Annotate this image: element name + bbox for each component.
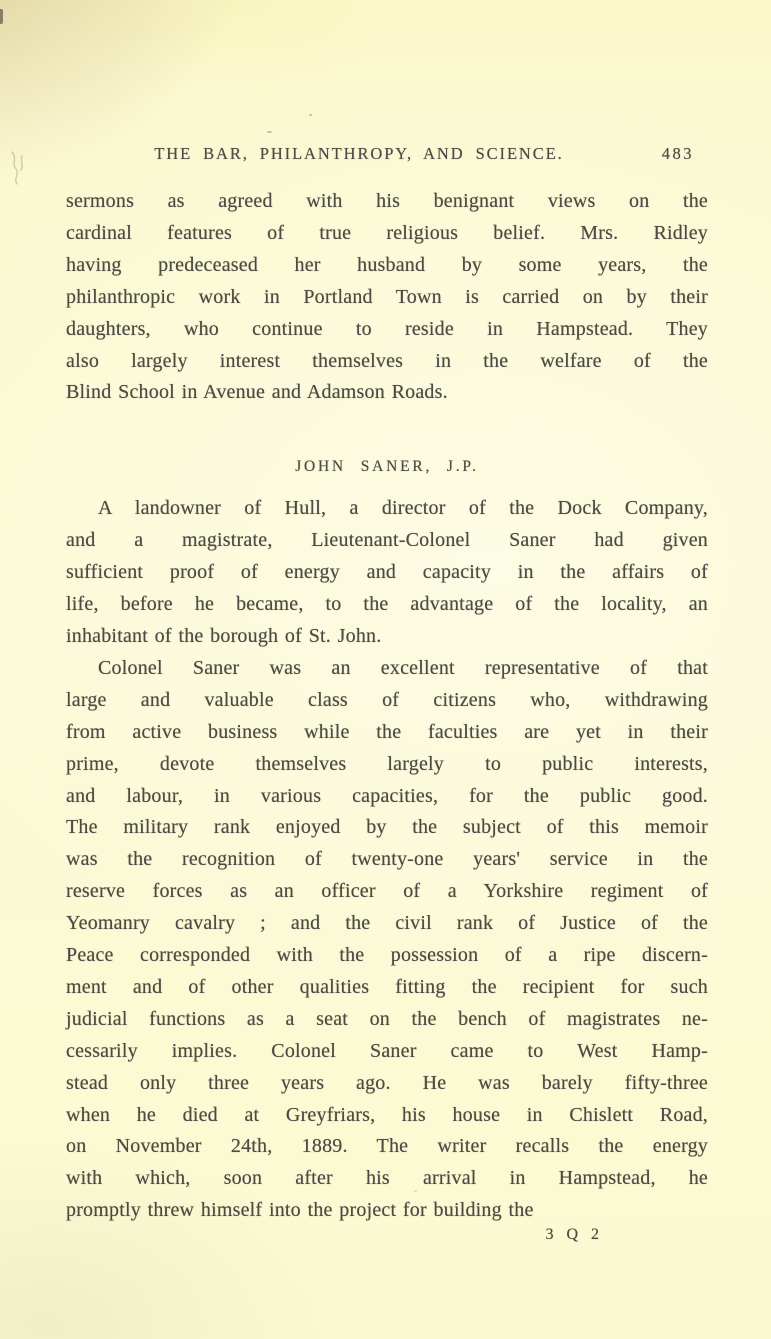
text-line: philanthropic work in Portland Town is carried on by their: [66, 285, 708, 308]
pencil-mark: [8, 150, 30, 186]
scan-speck: [267, 131, 272, 133]
text-line: sufficient proof of energy and capacity in the affairs of: [66, 561, 708, 584]
text-line: stead only three years ago. He was barely fifty-three: [66, 1071, 708, 1094]
text-line: having predeceased her husband by some years, the: [66, 253, 708, 276]
running-header-title: THE BAR, PHILANTHROPY, AND SCIENCE.: [154, 144, 564, 163]
text-line: Colonel Saner was an excellent representative of that: [98, 656, 708, 679]
text-line: cessarily implies. Colonel Saner came to West Hamp-: [66, 1039, 708, 1062]
text-line: Peace corresponded with the possession of a ripe discern-: [66, 944, 708, 967]
text-line: large and valuable class of citizens who, withdrawing: [66, 688, 708, 711]
paragraph: [66, 186, 708, 409]
text-line: also largely interest themselves in the welfare of the: [66, 349, 708, 372]
paragraph-group-body: [66, 493, 708, 1227]
text-line: Blind School in Avenue and Adamson Roads.: [66, 381, 448, 404]
text-line: ment and of other qualities fitting the recipient for such: [66, 975, 708, 998]
paragraph: [66, 493, 708, 653]
paragraph-group-intro: [66, 186, 708, 409]
text-line: promptly threw himself into the project for building the: [66, 1199, 534, 1222]
text-line: inhabitant of the borough of St. John.: [66, 624, 382, 647]
scan-edge-nick: [0, 9, 3, 24]
text-line: sermons as agreed with his benignant views on the: [66, 190, 708, 212]
section-heading: JOHN SANER, J.P.: [295, 458, 479, 476]
text-line: and a magistrate, Lieutenant-Colonel Saner had given: [66, 529, 708, 552]
text-line: was the recognition of twenty-one years' service in the: [66, 848, 708, 871]
scan-speck: [309, 114, 312, 116]
text-line: A landowner of Hull, a director of the Dock Company,: [98, 497, 708, 520]
text-line: life, before he became, to the advantage of the locality, an: [66, 593, 708, 616]
text-line: daughters, who continue to reside in Hampstead. They: [66, 317, 708, 340]
text-line: and labour, in various capacities, for the public good.: [66, 784, 708, 807]
text-line: from active business while the faculties are yet in their: [66, 720, 708, 743]
text-line: reserve forces as an officer of a Yorkshire regiment of: [66, 880, 708, 903]
text-line: when he died at Greyfriars, his house in Chislett Road,: [66, 1103, 708, 1126]
text-line: with which, soon after his arrival in Hampstead, he: [66, 1167, 708, 1190]
text-line: prime, devote themselves largely to public interests,: [66, 752, 708, 775]
text-line: on November 24th, 1889. The writer recalls the energy: [66, 1135, 708, 1158]
text-line: judicial functions as a seat on the bench of magistrates ne-: [66, 1007, 708, 1030]
page-number: 483: [661, 144, 694, 163]
text-line: The military rank enjoyed by the subject of this memoir: [66, 816, 708, 839]
text-line: cardinal features of true religious belief. Mrs. Ridley: [66, 221, 708, 244]
text-block: [66, 143, 708, 1246]
signature-mark: 3 Q 2: [545, 1226, 600, 1244]
running-header: [66, 143, 708, 164]
text-line: Yeomanry cavalry ; and the civil rank of Justice of the: [66, 912, 708, 935]
paragraph: [66, 653, 708, 1227]
